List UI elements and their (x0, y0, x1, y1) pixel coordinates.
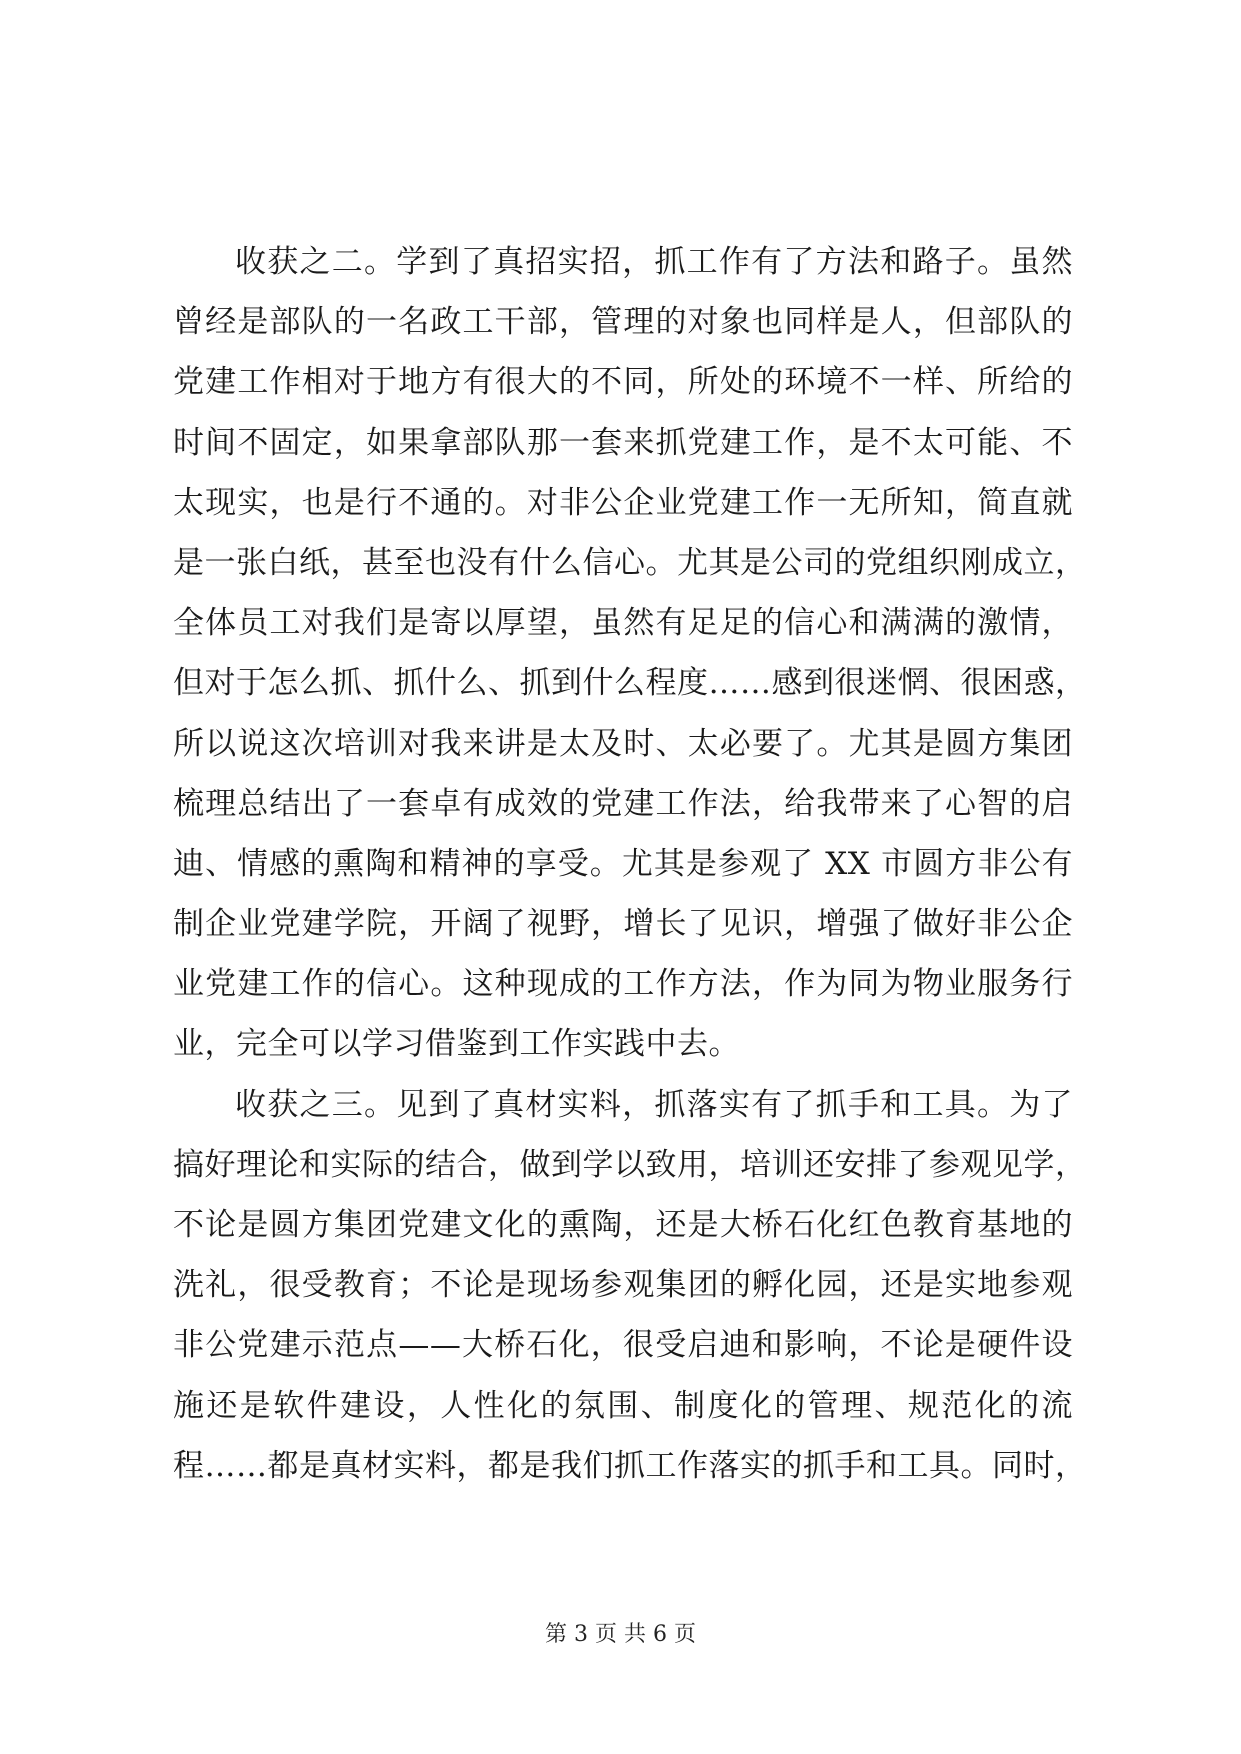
text-line: 时间不固定，如果拿部队那一套来抓党建工作，是不太可能、不 (173, 424, 1073, 461)
page-number-footer: 第 3 页 共 6 页 (545, 1622, 696, 1647)
text-line: 业党建工作的信心。这种现成的工作方法，作为同为物业服务行 (173, 966, 1073, 1003)
text-line: 全体员工对我们是寄以厚望，虽然有足足的信心和满满的激情， (173, 605, 1073, 642)
paragraph (173, 232, 1087, 1075)
text-line: 所以说这次培训对我来讲是太及时、太必要了。尤其是圆方集团 (173, 725, 1073, 762)
text-line: 洗礼，很受教育；不论是现场参观集团的孵化园，还是实地参观 (173, 1267, 1073, 1304)
paragraph (173, 1075, 1087, 1496)
text-line: 但对于怎么抓、抓什么、抓到什么程度……感到很迷惘、很困惑， (173, 665, 1087, 702)
text-line: 是一张白纸，甚至也没有什么信心。尤其是公司的党组织刚成立， (173, 544, 1087, 581)
text-line: 梳理总结出了一套卓有成效的党建工作法，给我带来了心智的启 (173, 785, 1073, 822)
text-line: 施还是软件建设，人性化的氛围、制度化的管理、规范化的流 (173, 1387, 1073, 1424)
text-line: 曾经是部队的一名政工干部，管理的对象也同样是人，但部队的 (173, 304, 1073, 341)
text-line: 非公党建示范点——大桥石化，很受启迪和影响，不论是硬件设 (173, 1327, 1073, 1364)
text-line: 收获之三。见到了真材实料，抓落实有了抓手和工具。为了 (235, 1086, 1073, 1123)
text-line: 太现实，也是行不通的。对非公企业党建工作一无所知，简直就 (173, 484, 1073, 521)
text-line: 迪、情感的熏陶和精神的享受。尤其是参观了 XX 市圆方非公有 (173, 845, 1073, 882)
text-line: 不论是圆方集团党建文化的熏陶，还是大桥石化红色教育基地的 (173, 1207, 1073, 1243)
text-line: 收获之二。学到了真招实招，抓工作有了方法和路子。虽然 (235, 244, 1073, 280)
text-line: 党建工作相对于地方有很大的不同，所处的环境不一样、所给的 (173, 364, 1073, 401)
body-text (173, 232, 1087, 1496)
text-line: 程……都是真材实料，都是我们抓工作落实的抓手和工具。同时， (173, 1447, 1087, 1484)
text-line: 搞好理论和实际的结合，做到学以致用，培训还安排了参观见学， (173, 1146, 1087, 1183)
text-line: 业，完全可以学习借鉴到工作实践中去。 (173, 1026, 740, 1063)
text-line: 制企业党建学院，开阔了视野，增长了见识，增强了做好非公企 (173, 906, 1073, 943)
